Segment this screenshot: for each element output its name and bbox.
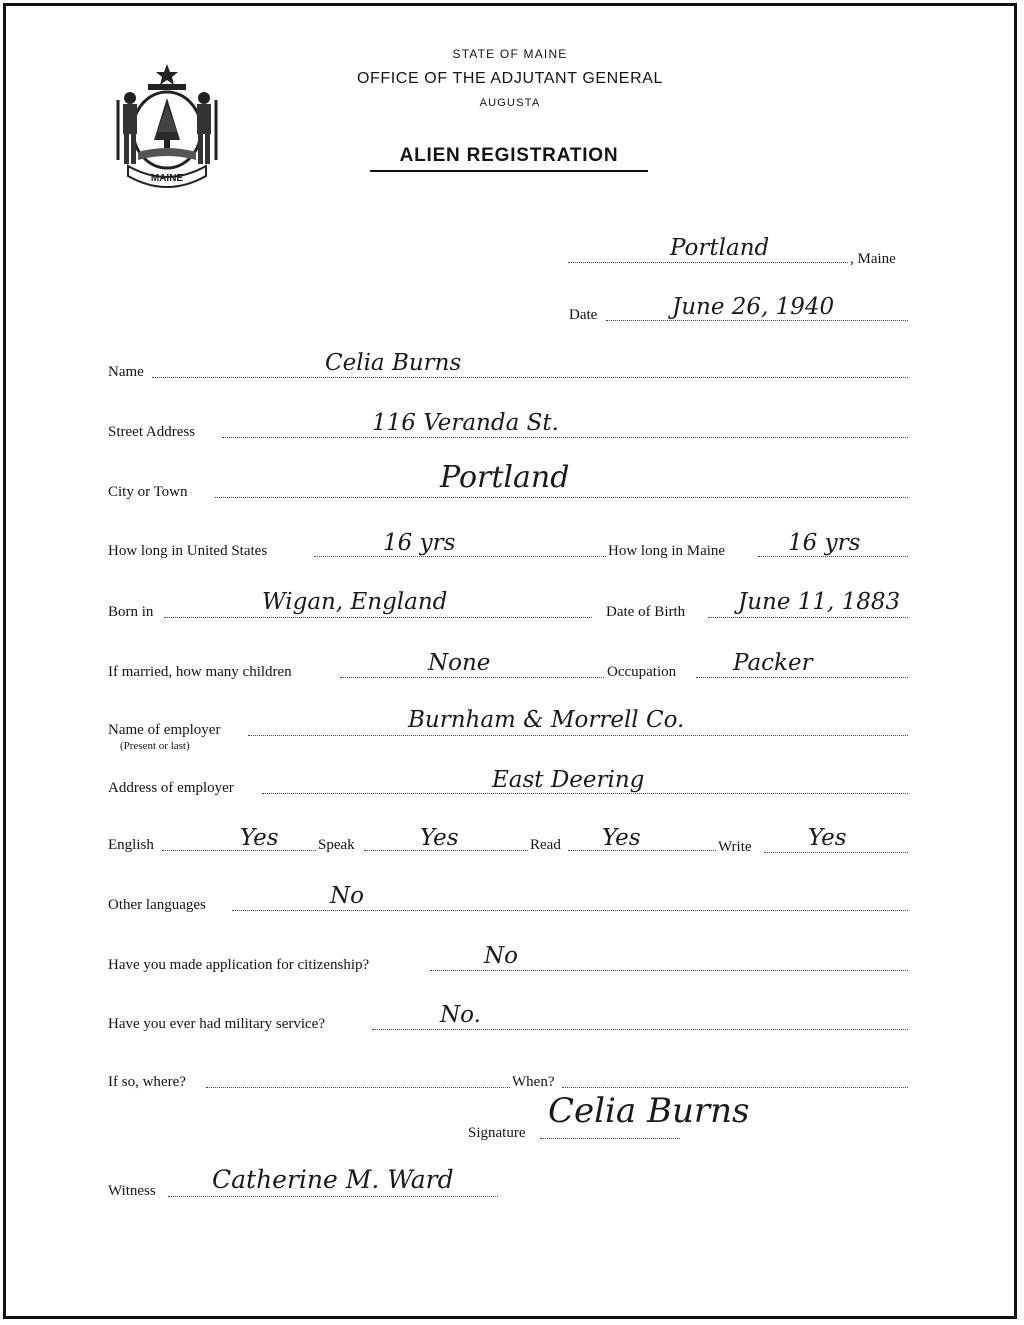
born-in-value: Wigan, England: [262, 589, 448, 615]
employer-address-value: East Deering: [492, 767, 645, 793]
write-label: Write: [718, 839, 752, 855]
place-line: [568, 262, 848, 263]
children-value: None: [428, 650, 491, 676]
street-label: Street Address: [108, 424, 196, 440]
seal-banner-text: MAINE: [150, 173, 184, 184]
employer-line: [248, 735, 908, 736]
english-value: Yes: [240, 825, 279, 851]
date-of-birth-line: [708, 617, 908, 618]
citizenship-label: Have you made application for citizenship?: [108, 957, 370, 973]
document-border: [3, 3, 1017, 1319]
citizenship-value: No: [484, 943, 518, 969]
if-so-where-line: [206, 1087, 510, 1088]
other-languages-value: No: [330, 883, 364, 909]
witness-label: Witness: [108, 1183, 156, 1199]
state-heading: STATE OF MAINE: [452, 47, 568, 61]
signature-label: Signature: [468, 1125, 526, 1141]
date-of-birth-value: June 11, 1883: [738, 589, 901, 615]
how-long-us-value: 16 yrs: [383, 530, 456, 556]
form-title: ALIEN REGISTRATION: [370, 145, 648, 172]
english-label: English: [108, 837, 154, 853]
occupation-value: Packer: [733, 650, 813, 676]
how-long-maine-value: 16 yrs: [788, 530, 861, 556]
date-of-birth-label: Date of Birth: [606, 604, 686, 620]
if-so-where-label: If so, where?: [108, 1074, 186, 1090]
read-value: Yes: [602, 825, 641, 851]
name-value: Celia Burns: [325, 350, 462, 376]
how-long-us-line: [314, 556, 606, 557]
speak-label: Speak: [318, 837, 355, 853]
citizenship-line: [430, 970, 908, 971]
employer-address-label: Address of employer: [108, 780, 234, 796]
when-label: When?: [512, 1074, 555, 1090]
read-label: Read: [530, 837, 561, 853]
other-languages-line: [232, 910, 908, 911]
maine-label: , Maine: [850, 251, 896, 267]
occupation-line: [696, 677, 908, 678]
name-label: Name: [108, 364, 144, 380]
date-line: [606, 320, 908, 321]
write-value: Yes: [808, 825, 847, 851]
how-long-maine-label: How long in Maine: [608, 543, 726, 559]
city-label: City or Town: [108, 484, 188, 500]
city-heading: AUGUSTA: [479, 97, 541, 109]
witness-line: [168, 1196, 498, 1197]
read-line: [568, 850, 716, 851]
street-line: [222, 437, 908, 438]
employer-value: Burnham & Morrell Co.: [408, 707, 685, 733]
witness-value: Catherine M. Ward: [212, 1165, 454, 1194]
military-label: Have you ever had military service?: [108, 1016, 325, 1032]
born-in-label: Born in: [108, 604, 154, 620]
employer-label: Name of employer: [108, 722, 221, 738]
street-value: 116 Veranda St.: [372, 410, 559, 436]
other-languages-label: Other languages: [108, 897, 206, 913]
employer-note: (Present or last): [120, 740, 190, 752]
employer-address-line: [262, 793, 908, 794]
city-line: [215, 497, 908, 498]
children-label: If married, how many children: [108, 664, 292, 680]
date-label: Date: [569, 307, 598, 323]
english-line: [162, 850, 316, 851]
name-line: [152, 377, 908, 378]
military-value: No.: [440, 1002, 481, 1028]
occupation-label: Occupation: [607, 664, 677, 680]
how-long-us-label: How long in United States: [108, 543, 268, 559]
military-line: [372, 1029, 908, 1030]
signature-value: Celia Burns: [548, 1091, 750, 1131]
signature-line: [540, 1138, 680, 1139]
place-value: Portland: [670, 235, 770, 261]
speak-value: Yes: [420, 825, 459, 851]
date-value: June 26, 1940: [672, 294, 835, 320]
children-line: [340, 677, 604, 678]
when-line: [562, 1087, 908, 1088]
city-value: Portland: [440, 460, 570, 495]
write-line: [764, 852, 908, 853]
born-in-line: [164, 617, 592, 618]
how-long-maine-line: [758, 556, 908, 557]
office-heading: OFFICE OF THE ADJUTANT GENERAL: [356, 70, 664, 87]
